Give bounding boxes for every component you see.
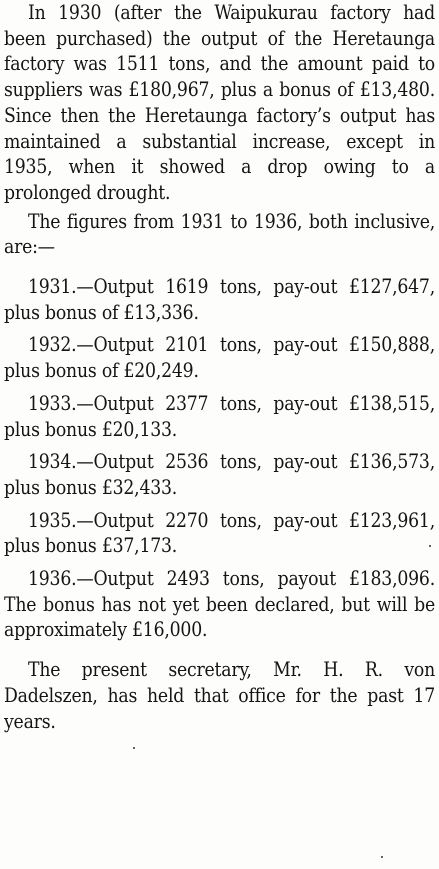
closing-paragraph: The present secretary, Mr. H. R. von Dadelszen, has held that office for the past 17 years. xyxy=(4,658,435,733)
print-speck xyxy=(133,747,135,749)
year-entry-1932: 1932.—Output 2101 tons, pay-out £150,888, plus bonus of £20,249. xyxy=(4,333,435,383)
year-entry-1936: 1936.—Output 2493 tons, payout £183,096. The bonus has not yet been declared, but will be approximately £16,000. xyxy=(4,567,435,642)
print-speck xyxy=(381,856,383,858)
year-entry-1934: 1934.—Output 2536 tons, pay-out £136,573, plus bonus £32,433. xyxy=(4,450,435,499)
year-entry-1933: 1933.—Output 2377 tons, pay-out £138,515, plus bonus £20,133. xyxy=(4,391,435,441)
year-entry-1935: 1935.—Output 2270 tons, pay-out £123,961, plus bonus £37,173. xyxy=(4,508,435,558)
figures-intro-paragraph: The figures from 1931 to 1936, both inclusive, are:— xyxy=(4,209,435,259)
newspaper-article xyxy=(4,0,435,734)
intro-paragraph: In 1930 (after the Waipukurau factory had been purchased) the output of the Heretaunga factory was 1511 tons, and the amount paid to suppliers was £180,967, plus a bonus of £13,480. Since then the Heretaunga factory’s output has maintained a substantial increase, except in 1935, when it showed a drop owing to a prolonged drought. xyxy=(4,1,435,204)
print-speck xyxy=(429,545,431,547)
year-entry-1931: 1931.—Output 1619 tons, pay-out £127,647, plus bonus of £13,336. xyxy=(4,275,435,324)
yearly-figures-list xyxy=(4,274,435,643)
